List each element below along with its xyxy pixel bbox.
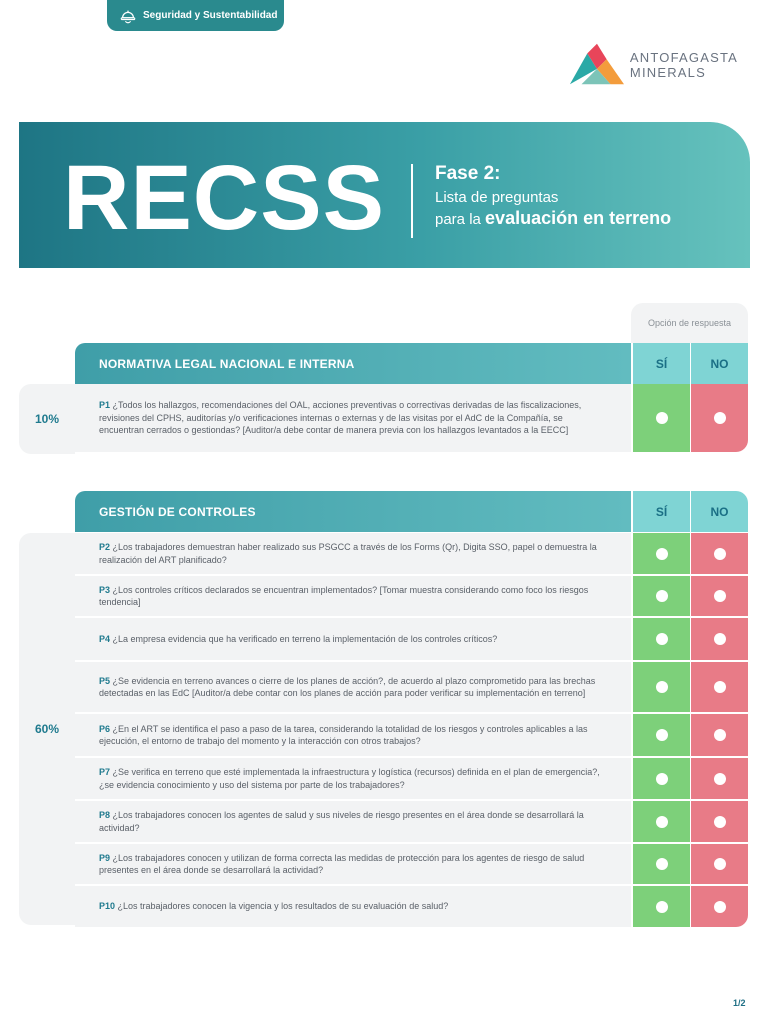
question-text xyxy=(75,618,631,660)
yes-option[interactable] xyxy=(631,886,690,927)
question-body: ¿La empresa evidencia que ha verificado en terreno la implementación de los controles críticos? xyxy=(110,633,498,644)
no-radio[interactable] xyxy=(714,858,726,870)
banner-subtitle-2-prefix: para la xyxy=(435,211,486,228)
no-option[interactable] xyxy=(690,886,748,927)
question-row xyxy=(75,886,748,927)
no-radio[interactable] xyxy=(714,773,726,785)
no-option[interactable] xyxy=(690,662,748,712)
page-number: 1/2 xyxy=(733,998,746,1008)
company-logo-mark-icon xyxy=(568,41,626,89)
question-body: ¿Se evidencia en terreno avances o cierre de los planes de acción?, de acuerdo al plazo comprometido para las brechas detectadas en las EdC [Auditor/a debe contar con los planes de acción para poder verificar su implementación en terreno] xyxy=(99,675,596,698)
question-row xyxy=(75,576,748,618)
logo-line-1: ANTOFAGASTA xyxy=(629,50,738,65)
question-text xyxy=(75,384,631,452)
question-row xyxy=(75,801,748,844)
yes-radio[interactable] xyxy=(656,773,668,785)
hard-hat-icon xyxy=(119,7,137,25)
question-row xyxy=(75,758,748,801)
no-radio[interactable] xyxy=(714,590,726,602)
yes-column-header: SÍ xyxy=(631,491,690,532)
yes-option[interactable] xyxy=(631,576,690,616)
question-body: ¿Los trabajadores conocen los agentes de salud y sus niveles de riesgo presentes en el área donde se desarrollará la actividad? xyxy=(99,810,584,833)
no-option[interactable] xyxy=(690,533,748,574)
yes-option[interactable] xyxy=(631,533,690,574)
banner-divider xyxy=(411,164,413,238)
section-title: GESTIÓN DE CONTROLES xyxy=(75,491,631,532)
yes-radio[interactable] xyxy=(656,901,668,913)
question-body: ¿Se verifica en terreno que esté implementada la infraestructura y logística (recursos) definida en el plan de emergencia?, ¿se evidencia conocimiento y uso del sistema por parte de los trabajadores? xyxy=(99,767,600,790)
yes-option[interactable] xyxy=(631,714,690,756)
yes-option[interactable] xyxy=(631,758,690,799)
question-list-gestion xyxy=(75,533,748,927)
banner-subtitle-2 xyxy=(435,208,671,230)
question-id: P1 xyxy=(99,400,111,411)
question-text xyxy=(75,758,631,799)
section-pill xyxy=(107,0,284,31)
title-banner xyxy=(19,122,750,268)
question-id: P4 xyxy=(99,633,111,644)
no-option[interactable] xyxy=(690,576,748,616)
yes-column-header: SÍ xyxy=(631,343,690,384)
question-text xyxy=(75,714,631,756)
question-row xyxy=(75,533,748,576)
question-text xyxy=(75,886,631,927)
no-radio[interactable] xyxy=(714,816,726,828)
section-weight: 60% xyxy=(19,533,75,925)
question-id: P5 xyxy=(99,675,111,686)
no-option[interactable] xyxy=(690,758,748,799)
banner-phase: Fase 2: xyxy=(435,163,501,184)
no-option[interactable] xyxy=(690,618,748,660)
yes-option[interactable] xyxy=(631,801,690,842)
question-text xyxy=(75,576,631,616)
question-id: P2 xyxy=(99,542,111,552)
question-row xyxy=(75,714,748,758)
no-column-header: NO xyxy=(690,491,748,532)
question-id: P10 xyxy=(99,901,116,912)
question-body: ¿Todos los hallazgos, recomendaciones del OAL, acciones preventivas o correctivas derivadas de las fiscalizaciones, revisiones del CPHS, auditorías y/o verificaciones internas o externas y de las visitas por el AdC de la Compañía, se encuentran cerrados o gestiondas? [Auditor/a debe contar de manera previa con los hallazgos levantados a la EECC] xyxy=(99,400,582,436)
yes-radio[interactable] xyxy=(656,633,668,645)
section-pill-label: Seguridad y Sustentabilidad xyxy=(143,10,278,21)
no-option[interactable] xyxy=(690,714,748,756)
yes-option[interactable] xyxy=(631,384,690,452)
question-text xyxy=(75,662,631,712)
no-radio[interactable] xyxy=(714,729,726,741)
banner-subtitle-2-emphasis: evaluación en terreno xyxy=(485,208,672,228)
option-header: Opción de respuesta xyxy=(631,303,748,343)
yes-radio[interactable] xyxy=(656,816,668,828)
yes-radio[interactable] xyxy=(656,412,668,424)
yes-option[interactable] xyxy=(631,618,690,660)
no-option[interactable] xyxy=(690,384,748,452)
question-id: P6 xyxy=(99,723,111,734)
banner-subtitle xyxy=(435,162,671,230)
question-body: ¿En el ART se identifica el paso a paso de la tarea, considerando la totalidad de los riesgos y controles aplicables a las ejecución, el entorno de trabajo del momento y la interacción con otros trabajos? xyxy=(99,723,588,746)
question-id: P9 xyxy=(99,852,111,863)
question-text xyxy=(75,801,631,842)
question-text xyxy=(75,844,631,884)
yes-radio[interactable] xyxy=(656,858,668,870)
section-header-gestion xyxy=(75,491,748,532)
no-radio[interactable] xyxy=(714,901,726,913)
question-id: P7 xyxy=(99,767,111,777)
question-list-normativa xyxy=(75,384,748,454)
question-body: ¿Los controles críticos declarados se encuentran implementados? [Tomar muestra considerando como foco los riesgos tendencia] xyxy=(99,584,589,607)
no-column-header: NO xyxy=(690,343,748,384)
logo-line-2: MINERALS xyxy=(629,65,706,80)
yes-radio[interactable] xyxy=(656,548,668,560)
section-header-normativa xyxy=(75,343,748,384)
question-body: ¿Los trabajadores conocen y utilizan de forma correcta las medidas de protección para los agentes de riesgo de salud presentes en el área donde se desarrollará la actividad? xyxy=(99,852,585,875)
question-text xyxy=(75,533,631,574)
section-weight: 10% xyxy=(19,384,75,454)
question-row xyxy=(75,618,748,662)
question-body: ¿Los trabajadores demuestran haber realizado sus PSGCC a través de los Forms (Qr), Digita SSO, papel o demuestra la realización del ART planificado? xyxy=(99,542,597,565)
no-radio[interactable] xyxy=(714,633,726,645)
question-body: ¿Los trabajadores conocen la vigencia y los resultados de su evaluación de salud? xyxy=(115,901,449,912)
question-id: P3 xyxy=(99,584,111,595)
company-logo xyxy=(568,40,738,90)
no-option[interactable] xyxy=(690,801,748,842)
yes-option[interactable] xyxy=(631,844,690,884)
no-radio[interactable] xyxy=(714,412,726,424)
question-id: P8 xyxy=(99,810,111,820)
yes-radio[interactable] xyxy=(656,681,668,693)
question-row xyxy=(75,384,748,454)
section-title: NORMATIVA LEGAL NACIONAL E INTERNA xyxy=(75,343,631,384)
question-row xyxy=(75,844,748,886)
no-radio[interactable] xyxy=(714,681,726,693)
banner-title: RECSS xyxy=(63,147,385,249)
question-row xyxy=(75,662,748,714)
yes-option[interactable] xyxy=(631,662,690,712)
yes-radio[interactable] xyxy=(656,590,668,602)
yes-radio[interactable] xyxy=(656,729,668,741)
no-option[interactable] xyxy=(690,844,748,884)
banner-subtitle-1: Lista de preguntas xyxy=(435,189,559,206)
no-radio[interactable] xyxy=(714,548,726,560)
